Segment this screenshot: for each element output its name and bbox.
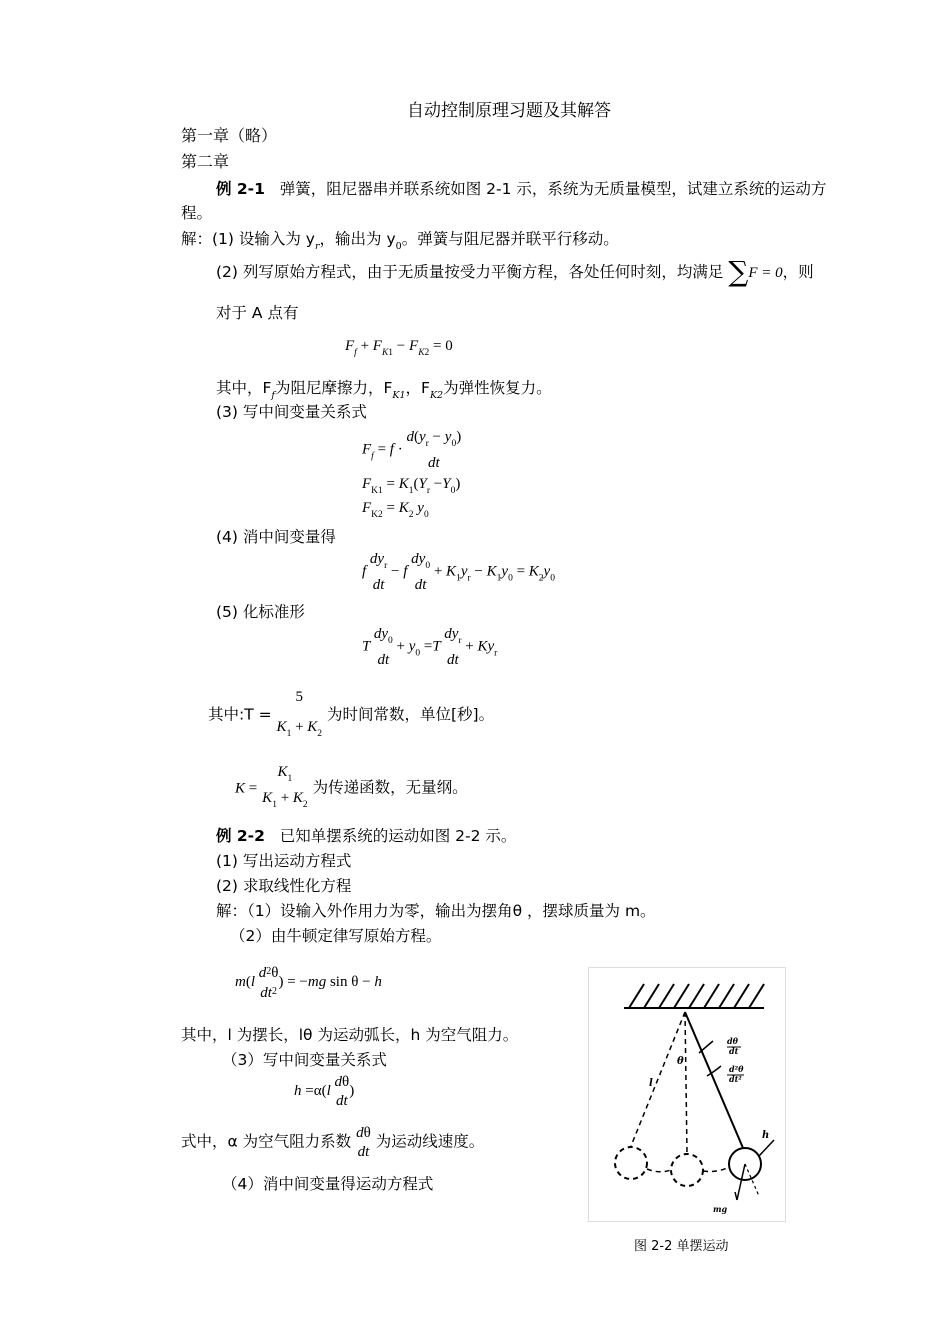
ff-eq: $F_f = f$ · $d(y_r - y_0)$ dt (362, 429, 462, 471)
sol-text-end: 。弹簧与阻尼器并联平行移动。 (401, 230, 619, 248)
label-theta: θ (677, 1056, 684, 1067)
fk1-eq: $F_{K1} = K_1(Y_r -Y_0)$ (362, 476, 461, 496)
standard-form-eq: T $dy_0$ dt + $y_0 =T$ $dy_r$ dt + $Ky_r$ (362, 626, 498, 668)
label-l: l (649, 1078, 653, 1089)
solution-step-2 (216, 255, 814, 288)
bob-center (671, 1154, 703, 1186)
label-dt: dt (729, 1046, 739, 1056)
note-text: 其中，F (216, 379, 272, 397)
point-a: 对于 A 点有 (216, 304, 299, 322)
sol-text-mid: ，输出为 y (319, 230, 396, 248)
item-2: (2) 求取线性化方程 (216, 877, 352, 895)
example-text: 弹簧，阻尼器串并联系统如图 2-1 示，系统为无质量模型，试建立系统的运动方 (279, 180, 827, 198)
sol-text: 解：(1) 设输入为 y (181, 230, 315, 248)
step2-text: (2) 列写原始方程式，由于无质量按受力平衡方程，各处任何时刻，均满足 (216, 263, 724, 281)
chapter-2: 第二章 (181, 152, 230, 171)
alpha-text-end: 为运动线速度。 (375, 1132, 485, 1151)
note-l: 其中，l 为摆长，lθ 为运动弧长，h 为空气阻力。 (181, 1026, 519, 1044)
note-text-a: 为阻尼摩擦力，F (274, 379, 393, 397)
sum-symbol: ∑ (728, 255, 749, 288)
label-h: h (762, 1130, 770, 1141)
step2-end: ，则 (782, 263, 814, 281)
label-dtheta: dθ (727, 1036, 738, 1046)
t-note: 为时间常数，单位[秒]。 (326, 705, 495, 724)
transfer-coef: K = $K_1$ $K_1 + K_2$ 为传递函数，无量纲。 (235, 764, 468, 810)
label-d2theta: d²θ (729, 1064, 744, 1074)
time-constant: 其中:T = 5 $K_1 + K_2$ 为时间常数，单位[秒]。 (208, 689, 495, 739)
note-alpha: 式中，α 为空气阻力系数 dθ dt 为运动线速度。 (181, 1125, 485, 1160)
example-2-2-label: 例 2-2 (216, 827, 265, 845)
solution-2: （2）由牛顿定律写原始方程。 (230, 927, 442, 945)
step-3b: （3）写中间变量关系式 (222, 1051, 387, 1069)
force-balance-eq: $F_f + F_{K1} - F_{K2} = 0$ (345, 338, 453, 358)
step-4b: （4）消中间变量得运动方程式 (222, 1175, 434, 1193)
note-text-c: 为弹性恢复力。 (443, 379, 552, 397)
example-2-2 (216, 826, 516, 846)
t-numerator: 5 (295, 689, 304, 705)
pendulum-figure (588, 967, 786, 1222)
step-3: (3) 写中间变量关系式 (216, 403, 367, 421)
force-note: 其中，$F_f$为阻尼摩擦力，$F_{K1}$，$F_{K2}$为弹性恢复力。 (216, 379, 552, 401)
example-2-1-line1 (216, 179, 826, 199)
step2-eq: F = 0 (748, 265, 783, 281)
item-1: (1) 写出运动方程式 (216, 852, 352, 870)
label-mg: mg (713, 1204, 728, 1214)
solution-1: 解：（1）设输入外作用力为零，输出为摆角θ ，摆球质量为 m。 (216, 902, 656, 920)
t-prefix: 其中:T = (208, 705, 272, 724)
solution-step-1: 解：(1) 设输入为 $y_r$，输出为 $y_0$。弹簧与阻尼器并联平行移动。 (181, 230, 619, 252)
example-2-2-intro: 已知单摆系统的运动如图 2-2 示。 (279, 827, 517, 845)
k-note: 为传递函数，无量纲。 (312, 778, 468, 797)
note-text-b: ，F (405, 379, 430, 397)
fk2-eq: $F_{K2} = K_2$ $y_0$ (362, 500, 429, 520)
example-2-1-line2: 程。 (181, 204, 213, 222)
example-label: 例 2-1 (216, 180, 265, 198)
alpha-text: 式中，α 为空气阻力系数 (181, 1132, 352, 1151)
newton-eq: m(l $d^2\theta$ $dt^2$ ) = −mg sin θ − h (235, 965, 382, 1001)
drag-eq: h =α(l dθ dt ) (294, 1074, 355, 1109)
step-5: (5) 化标准形 (216, 603, 305, 621)
chapter-1: 第一章（略） (181, 126, 278, 145)
page-title: 自动控制原理习题及其解答 (407, 101, 611, 121)
figure-caption: 图 2-2 单摆运动 (634, 1239, 729, 1254)
label-dt2: dt² (729, 1074, 742, 1084)
motion-eq: f $dy_r$ dt − f $dy_0$ dt + $K_1y_r - K_1y_0 = K_2y_0$ (362, 551, 555, 593)
step-4: (4) 消中间变量得 (216, 528, 336, 546)
bob-left (615, 1147, 647, 1179)
